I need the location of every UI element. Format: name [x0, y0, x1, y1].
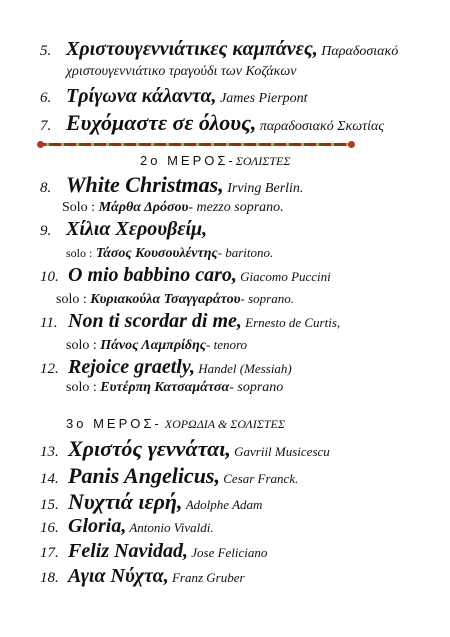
soloist-name: Τάσος Κουσουλέντης [92, 246, 218, 261]
item-title: Ευχόμαστε σε όλους, [66, 110, 257, 135]
item-composer: παραδοσιακό Σκωτίας [256, 119, 385, 134]
item-number: 15. [40, 497, 59, 513]
item-composer: Adolphe Adam [182, 497, 263, 512]
soloist-voice: - soprano. [240, 291, 294, 306]
soloist-voice: - mezzo soprano. [188, 200, 284, 215]
item-composer: Παραδοσιακό [317, 44, 399, 59]
item-title: Αγια Νύχτα, [68, 565, 169, 587]
item-composer: Ernesto de Curtis, [241, 315, 341, 330]
item-title: Non ti scordar di me, [68, 310, 242, 332]
program-item-8 [40, 172, 303, 198]
program-item-12 [40, 356, 292, 379]
item-title: Χριστός γεννάται, [68, 436, 231, 461]
program-item-17 [40, 540, 267, 563]
item-number: 17. [40, 545, 59, 561]
program-item-18 [40, 565, 245, 588]
soloist-voice: - soprano [229, 380, 284, 395]
item-number: 12. [40, 361, 59, 377]
program-item-7 [40, 110, 384, 136]
item-composer: Giacomo Puccini [236, 269, 331, 284]
section-3-heading [66, 415, 285, 433]
item-continuation: χριστουγεννιάτικο τραγούδι των Κοζάκων [66, 64, 297, 79]
item-number: 9. [40, 223, 52, 239]
item-composer: Handel (Messiah) [195, 361, 292, 376]
program-item-9 [40, 218, 207, 241]
soloist-line-9 [66, 244, 273, 262]
program-item-5 [40, 38, 398, 61]
item-title: Χίλια Χερουβείμ, [66, 218, 208, 240]
solo-label: solo : [66, 338, 97, 353]
item-number: 6. [40, 90, 52, 106]
section-2-title: ΣΟΛΙΣΤΕΣ [235, 154, 291, 168]
item-title: Feliz Navidad, [68, 540, 188, 562]
item-title: Panis Angelicus, [68, 463, 220, 488]
soloist-voice: - tenoro [206, 337, 248, 352]
item-composer: Irving Berlin. [223, 181, 304, 196]
soloist-line-8 [62, 198, 284, 216]
item-number: 5. [40, 43, 52, 59]
program-item-6 [40, 85, 308, 108]
soloist-name: Κυριακούλα Τσαγγαράτου [86, 292, 241, 307]
solo-label: solo : [66, 246, 93, 260]
item-number: 11. [40, 315, 58, 331]
item-number: 16. [40, 520, 59, 536]
soloist-name: Πάνος Λαμπρίδης [96, 338, 207, 353]
item-composer: Jose Feliciano [188, 545, 268, 560]
solo-label: solo : [66, 380, 97, 395]
item-title: Χριστουγεννιάτικες καμπάνες, [66, 38, 318, 60]
item-composer: James Pierpont [216, 91, 308, 106]
ornamental-divider [40, 143, 352, 146]
section-3-prefix: 3ο ΜΕΡΟΣ- [66, 416, 162, 431]
solo-label: Solo : [62, 200, 96, 215]
item-composer: Antonio Vivaldi. [126, 520, 214, 535]
item-number: 8. [40, 180, 52, 196]
soloist-line-12 [66, 378, 283, 396]
item-title: Τρίγωνα κάλαντα, [66, 85, 217, 107]
item-number: 7. [40, 118, 52, 134]
item-title: O mio babbino caro, [68, 264, 237, 286]
item-number: 10. [40, 269, 59, 285]
item-title: Gloria, [68, 515, 127, 537]
item-title: White Christmas, [66, 172, 224, 197]
item-title: Νυχτιά ιερή, [68, 489, 183, 514]
soloist-voice: - baritono. [217, 245, 274, 260]
item-number: 14. [40, 471, 59, 487]
section-2-prefix: 2ο ΜΕΡΟΣ- [140, 153, 236, 168]
solo-label: solo : [56, 292, 87, 307]
item-composer: Gavriil Musicescu [230, 444, 330, 459]
program-item-16 [40, 515, 214, 538]
soloist-line-11 [66, 336, 247, 354]
program-item-10 [40, 264, 331, 287]
item-title: Rejoice graetly, [68, 356, 195, 378]
section-3-title: ΧΟΡΩΔΙΑ & ΣΟΛΙΣΤΕΣ [161, 417, 286, 431]
section-2-heading [140, 152, 291, 170]
item-composer: Franz Gruber [168, 570, 245, 585]
soloist-name: Μάρθα Δρόσου [95, 200, 189, 215]
soloist-line-10 [56, 290, 294, 308]
program-item-13 [40, 436, 330, 462]
program-item-15 [40, 489, 262, 515]
item-number: 13. [40, 444, 59, 460]
program-item-14 [40, 463, 298, 489]
item-composer: Cesar Franck. [220, 471, 299, 486]
item-number: 18. [40, 570, 59, 586]
soloist-name: Ευτέρπη Κατσαμάτσα [96, 380, 230, 395]
program-item-11 [40, 310, 340, 333]
